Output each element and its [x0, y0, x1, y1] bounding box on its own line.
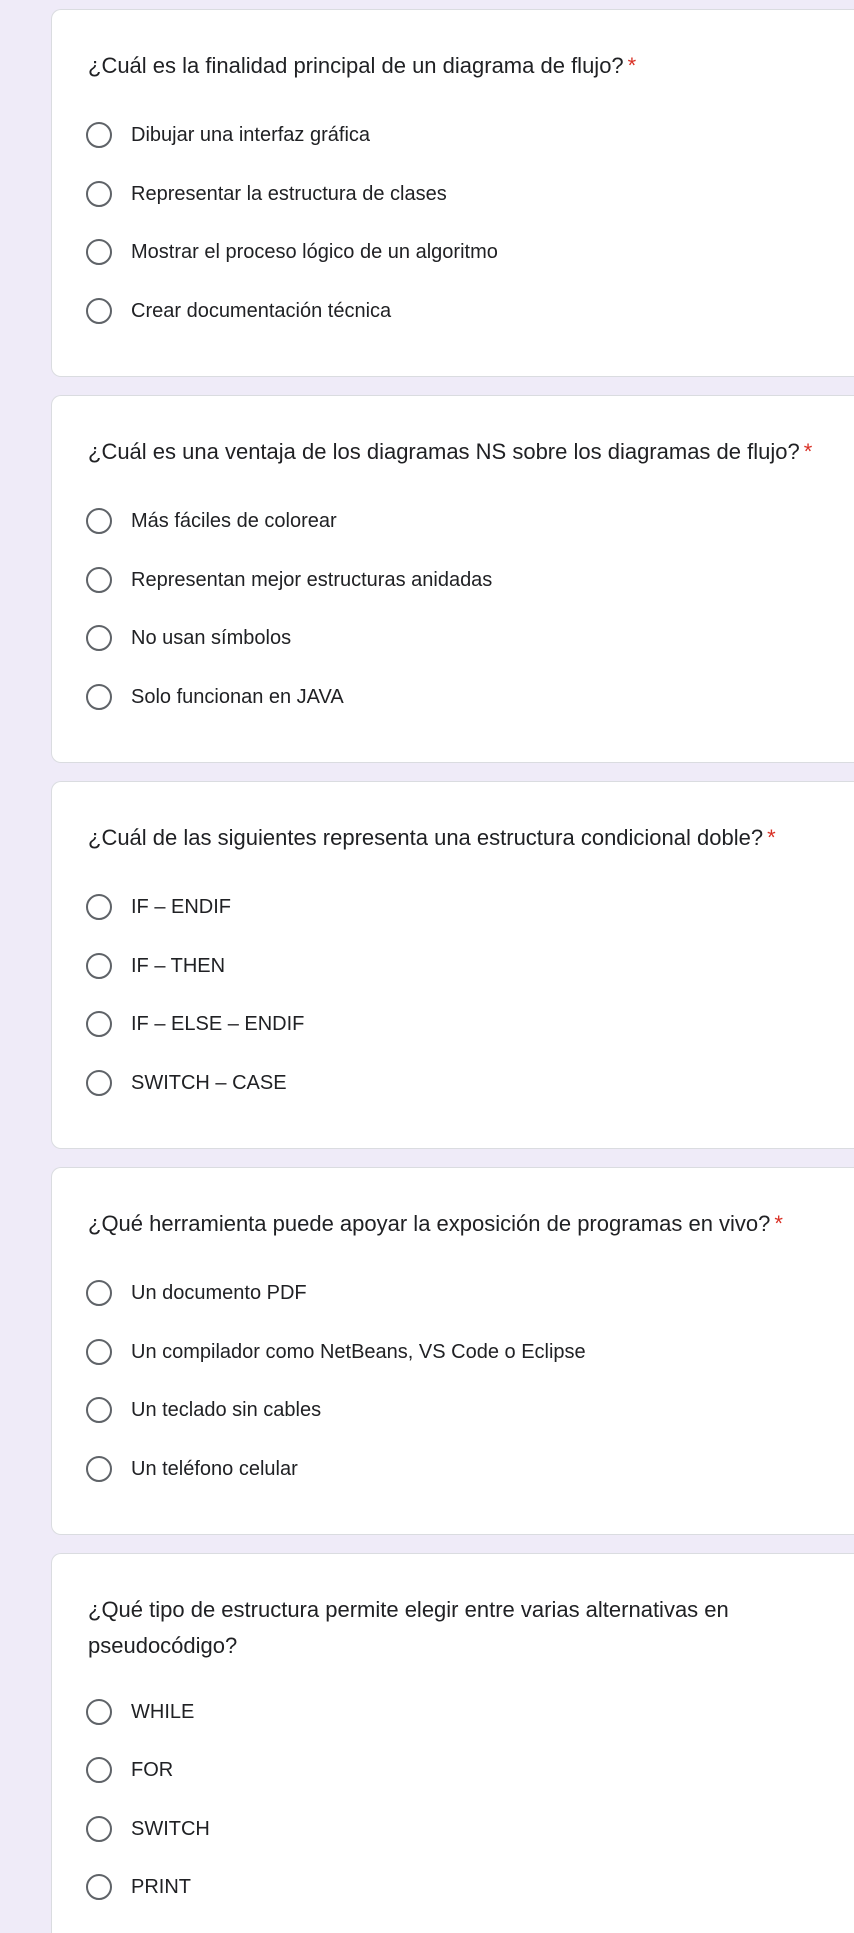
radio-option[interactable] — [86, 232, 498, 272]
required-asterisk: * — [803, 439, 813, 464]
radio-circle-icon[interactable] — [86, 894, 112, 920]
question-card-3 — [51, 781, 854, 1149]
option-label: Mostrar el proceso lógico de un algoritmo — [131, 241, 498, 263]
option-label: Crear documentación técnica — [131, 300, 392, 322]
radio-option[interactable] — [86, 946, 225, 986]
option-label: Representan mejor estructuras anidadas — [131, 569, 493, 591]
radio-circle-icon[interactable] — [86, 298, 112, 324]
radio-option[interactable] — [86, 1004, 304, 1044]
radio-option[interactable] — [86, 887, 231, 927]
radio-option[interactable] — [86, 291, 391, 331]
option-label: Representar la estructura de clases — [131, 183, 447, 205]
question-title — [88, 820, 854, 856]
option-label: No usan símbolos — [131, 627, 292, 649]
radio-option[interactable] — [86, 1332, 586, 1372]
question-text: ¿Cuál es la finalidad principal de un diagrama de flujo? — [88, 53, 624, 78]
radio-circle-icon[interactable] — [86, 1816, 112, 1842]
radio-circle-icon[interactable] — [86, 1757, 112, 1783]
radio-circle-icon[interactable] — [86, 684, 112, 710]
radio-option[interactable] — [86, 1273, 307, 1313]
option-label: FOR — [131, 1759, 174, 1781]
option-label: PRINT — [131, 1876, 191, 1898]
required-asterisk: * — [767, 825, 776, 850]
question-title — [88, 1206, 854, 1242]
option-label: Un teclado sin cables — [131, 1399, 322, 1421]
option-label: Dibujar una interfaz gráfica — [131, 124, 371, 146]
radio-option[interactable] — [86, 501, 337, 541]
radio-option[interactable] — [86, 174, 447, 214]
radio-option[interactable] — [86, 1867, 191, 1907]
question-text: ¿Qué herramienta puede apoyar la exposición de programas en vivo? — [88, 1211, 771, 1236]
option-label: IF – THEN — [131, 955, 226, 977]
question-card-2 — [51, 395, 854, 763]
option-label: Más fáciles de colorear — [131, 510, 337, 532]
radio-option[interactable] — [86, 677, 344, 717]
radio-circle-icon[interactable] — [86, 508, 112, 534]
radio-option[interactable] — [86, 1390, 321, 1430]
radio-circle-icon[interactable] — [86, 181, 112, 207]
question-title — [88, 1592, 788, 1664]
question-title — [88, 434, 854, 470]
radio-option[interactable] — [86, 618, 291, 658]
radio-option[interactable] — [86, 1063, 287, 1103]
question-text: ¿Cuál de las siguientes representa una estructura condicional doble? — [88, 825, 764, 850]
option-label: Un documento PDF — [131, 1282, 307, 1304]
option-label: Un compilador como NetBeans, VS Code o Eclipse — [131, 1341, 586, 1363]
question-title — [88, 48, 854, 84]
option-label: SWITCH — [131, 1818, 210, 1840]
radio-option[interactable] — [86, 1449, 298, 1489]
question-card-1 — [51, 9, 854, 377]
radio-circle-icon[interactable] — [86, 1456, 112, 1482]
option-label: IF – ELSE – ENDIF — [131, 1013, 305, 1035]
option-label: WHILE — [131, 1701, 195, 1723]
radio-circle-icon[interactable] — [86, 1339, 112, 1365]
radio-circle-icon[interactable] — [86, 122, 112, 148]
option-label: IF – ENDIF — [131, 896, 232, 918]
radio-circle-icon[interactable] — [86, 625, 112, 651]
question-card-5 — [51, 1553, 854, 1933]
radio-circle-icon[interactable] — [86, 239, 112, 265]
radio-circle-icon[interactable] — [86, 1011, 112, 1037]
required-asterisk: * — [774, 1211, 783, 1236]
question-text: ¿Cuál es una ventaja de los diagramas NS sobre los diagramas de flujo? — [88, 439, 800, 464]
radio-circle-icon[interactable] — [86, 953, 112, 979]
radio-circle-icon[interactable] — [86, 567, 112, 593]
radio-option[interactable] — [86, 1750, 173, 1790]
radio-circle-icon[interactable] — [86, 1070, 112, 1096]
question-card-4 — [51, 1167, 854, 1535]
radio-option[interactable] — [86, 1692, 194, 1732]
radio-circle-icon[interactable] — [86, 1874, 112, 1900]
radio-circle-icon[interactable] — [86, 1280, 112, 1306]
question-text: ¿Qué tipo de estructura permite elegir entre varias alternativas en pseudocódigo? — [88, 1597, 729, 1658]
radio-option[interactable] — [86, 115, 370, 155]
option-label: Un teléfono celular — [131, 1458, 298, 1480]
radio-circle-icon[interactable] — [86, 1397, 112, 1423]
option-label: Solo funcionan en JAVA — [131, 686, 344, 708]
radio-circle-icon[interactable] — [86, 1699, 112, 1725]
required-asterisk: * — [627, 53, 637, 78]
option-label: SWITCH – CASE — [131, 1072, 287, 1094]
radio-option[interactable] — [86, 1809, 210, 1849]
radio-option[interactable] — [86, 560, 492, 600]
